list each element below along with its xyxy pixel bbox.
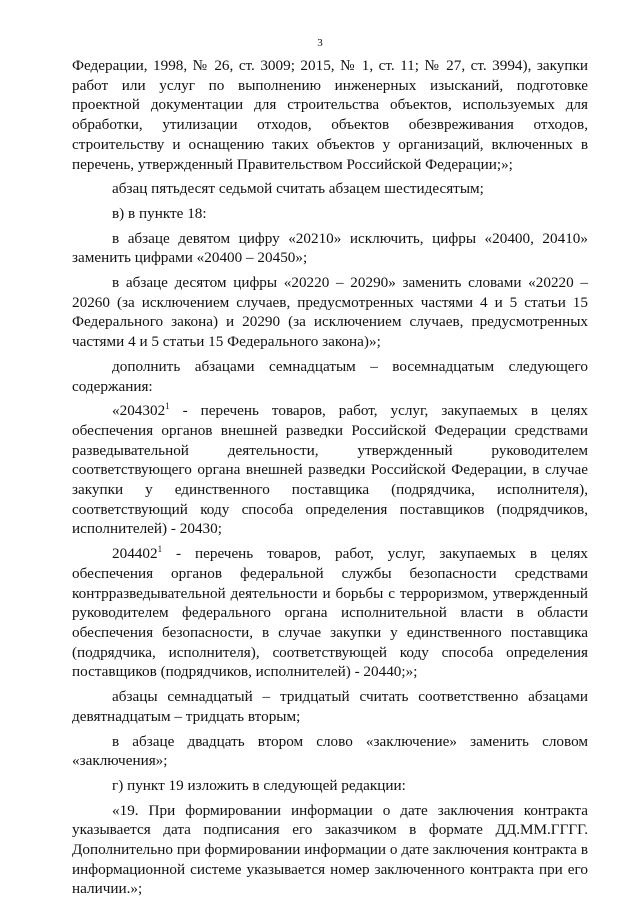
paragraph-4: в абзаце девятом цифру «20210» исключить, цифры «20400, 20410» заменить цифрами «20400 – 20450»;	[72, 229, 588, 267]
paragraph-2: абзац пятьдесят седьмой считать абзацем шестидесятым;	[112, 180, 484, 198]
page-number: 3	[317, 37, 323, 49]
paragraph-9: абзацы семнадцатый – тридцатый считать соответственно абзацами девятнадцатым – тридцать вторым;	[72, 688, 588, 725]
superscript: 1	[165, 401, 170, 412]
paragraph-5: в абзаце десятом цифры «20220 – 20290» заменить словами «20220 – 20260 (за исключением случаев, предусмотренных частями 4 и 5 статьи 15 Федерального закона) и 20290 (за исключением случаев, предусмотренных частями 4 и 5 статьи 15 Федерального закона)»;	[72, 274, 588, 351]
paragraph-11: г) пункт 19 изложить в следующей редакции:	[112, 776, 406, 794]
code-204402: 204402	[112, 545, 158, 563]
paragraph-3: в) в пункте 18:	[112, 204, 207, 222]
code-204302: «204302	[112, 402, 166, 420]
paragraph-8	[72, 544, 588, 682]
paragraph-10: в абзаце двадцать втором слово «заключение» заменить словом «заключения»;	[72, 732, 588, 770]
paragraph-12: «19. При формировании информации о дате заключения контракта указывается дата подписания его заказчиком в формате ДД.ММ.ГГГГ. Дополнительно при формировании информации о дате заключения контракта в информационной системе указывается номер заключенного контракта при его наличии.»;	[72, 801, 588, 898]
paragraph-1: Федерации, 1998, № 26, ст. 3009; 2015, № 1, ст. 11; № 27, ст. 3994), закупки работ или услуг по выполнению инженерных изысканий, подготовке проектной документации для строительства объектов, используемых для обработки, утилизации отходов, объектов обезвреживания отходов, строительству и оснащению таких объектов у организаций, включенных в перечень, утвержденный Правительством Российской Федерации;»;	[72, 57, 588, 173]
superscript: 1	[157, 544, 163, 555]
paragraph-6: дополнить абзацами семнадцатым – восемнадцатым следующего содержания:	[72, 357, 588, 395]
paragraph-7	[72, 401, 588, 539]
document-body	[72, 56, 588, 904]
paragraph-7-text: - перечень товаров, работ, услуг, закупаемых в целях обеспечения органов внешней разведки Российской Федерации средствами разведывательной деятельности, утвержденный руководителем соответствующего органа внешней разведки Российской Федерации, в случае закупки у единственного поставщика (подрядчика, исполнителя), соответствующий коду способа определения поставщиков (подрядчиков, исполнителей) - 20430;	[72, 402, 588, 538]
paragraph-8-text: - перечень товаров, работ, услуг, закупаемых в целях обеспечения органов федеральной службы безопасности средствами контрразведывательной деятельности и борьбы с терроризмом, утвержденный руководителем федерального органа исполнительной власти в области обеспечения безопасности, в случае закупки у единственного поставщика (подрядчика, исполнителя), соответствующей коду способа определения поставщиков (подрядчиков, исполнителей) - 20440;»;	[72, 545, 588, 681]
